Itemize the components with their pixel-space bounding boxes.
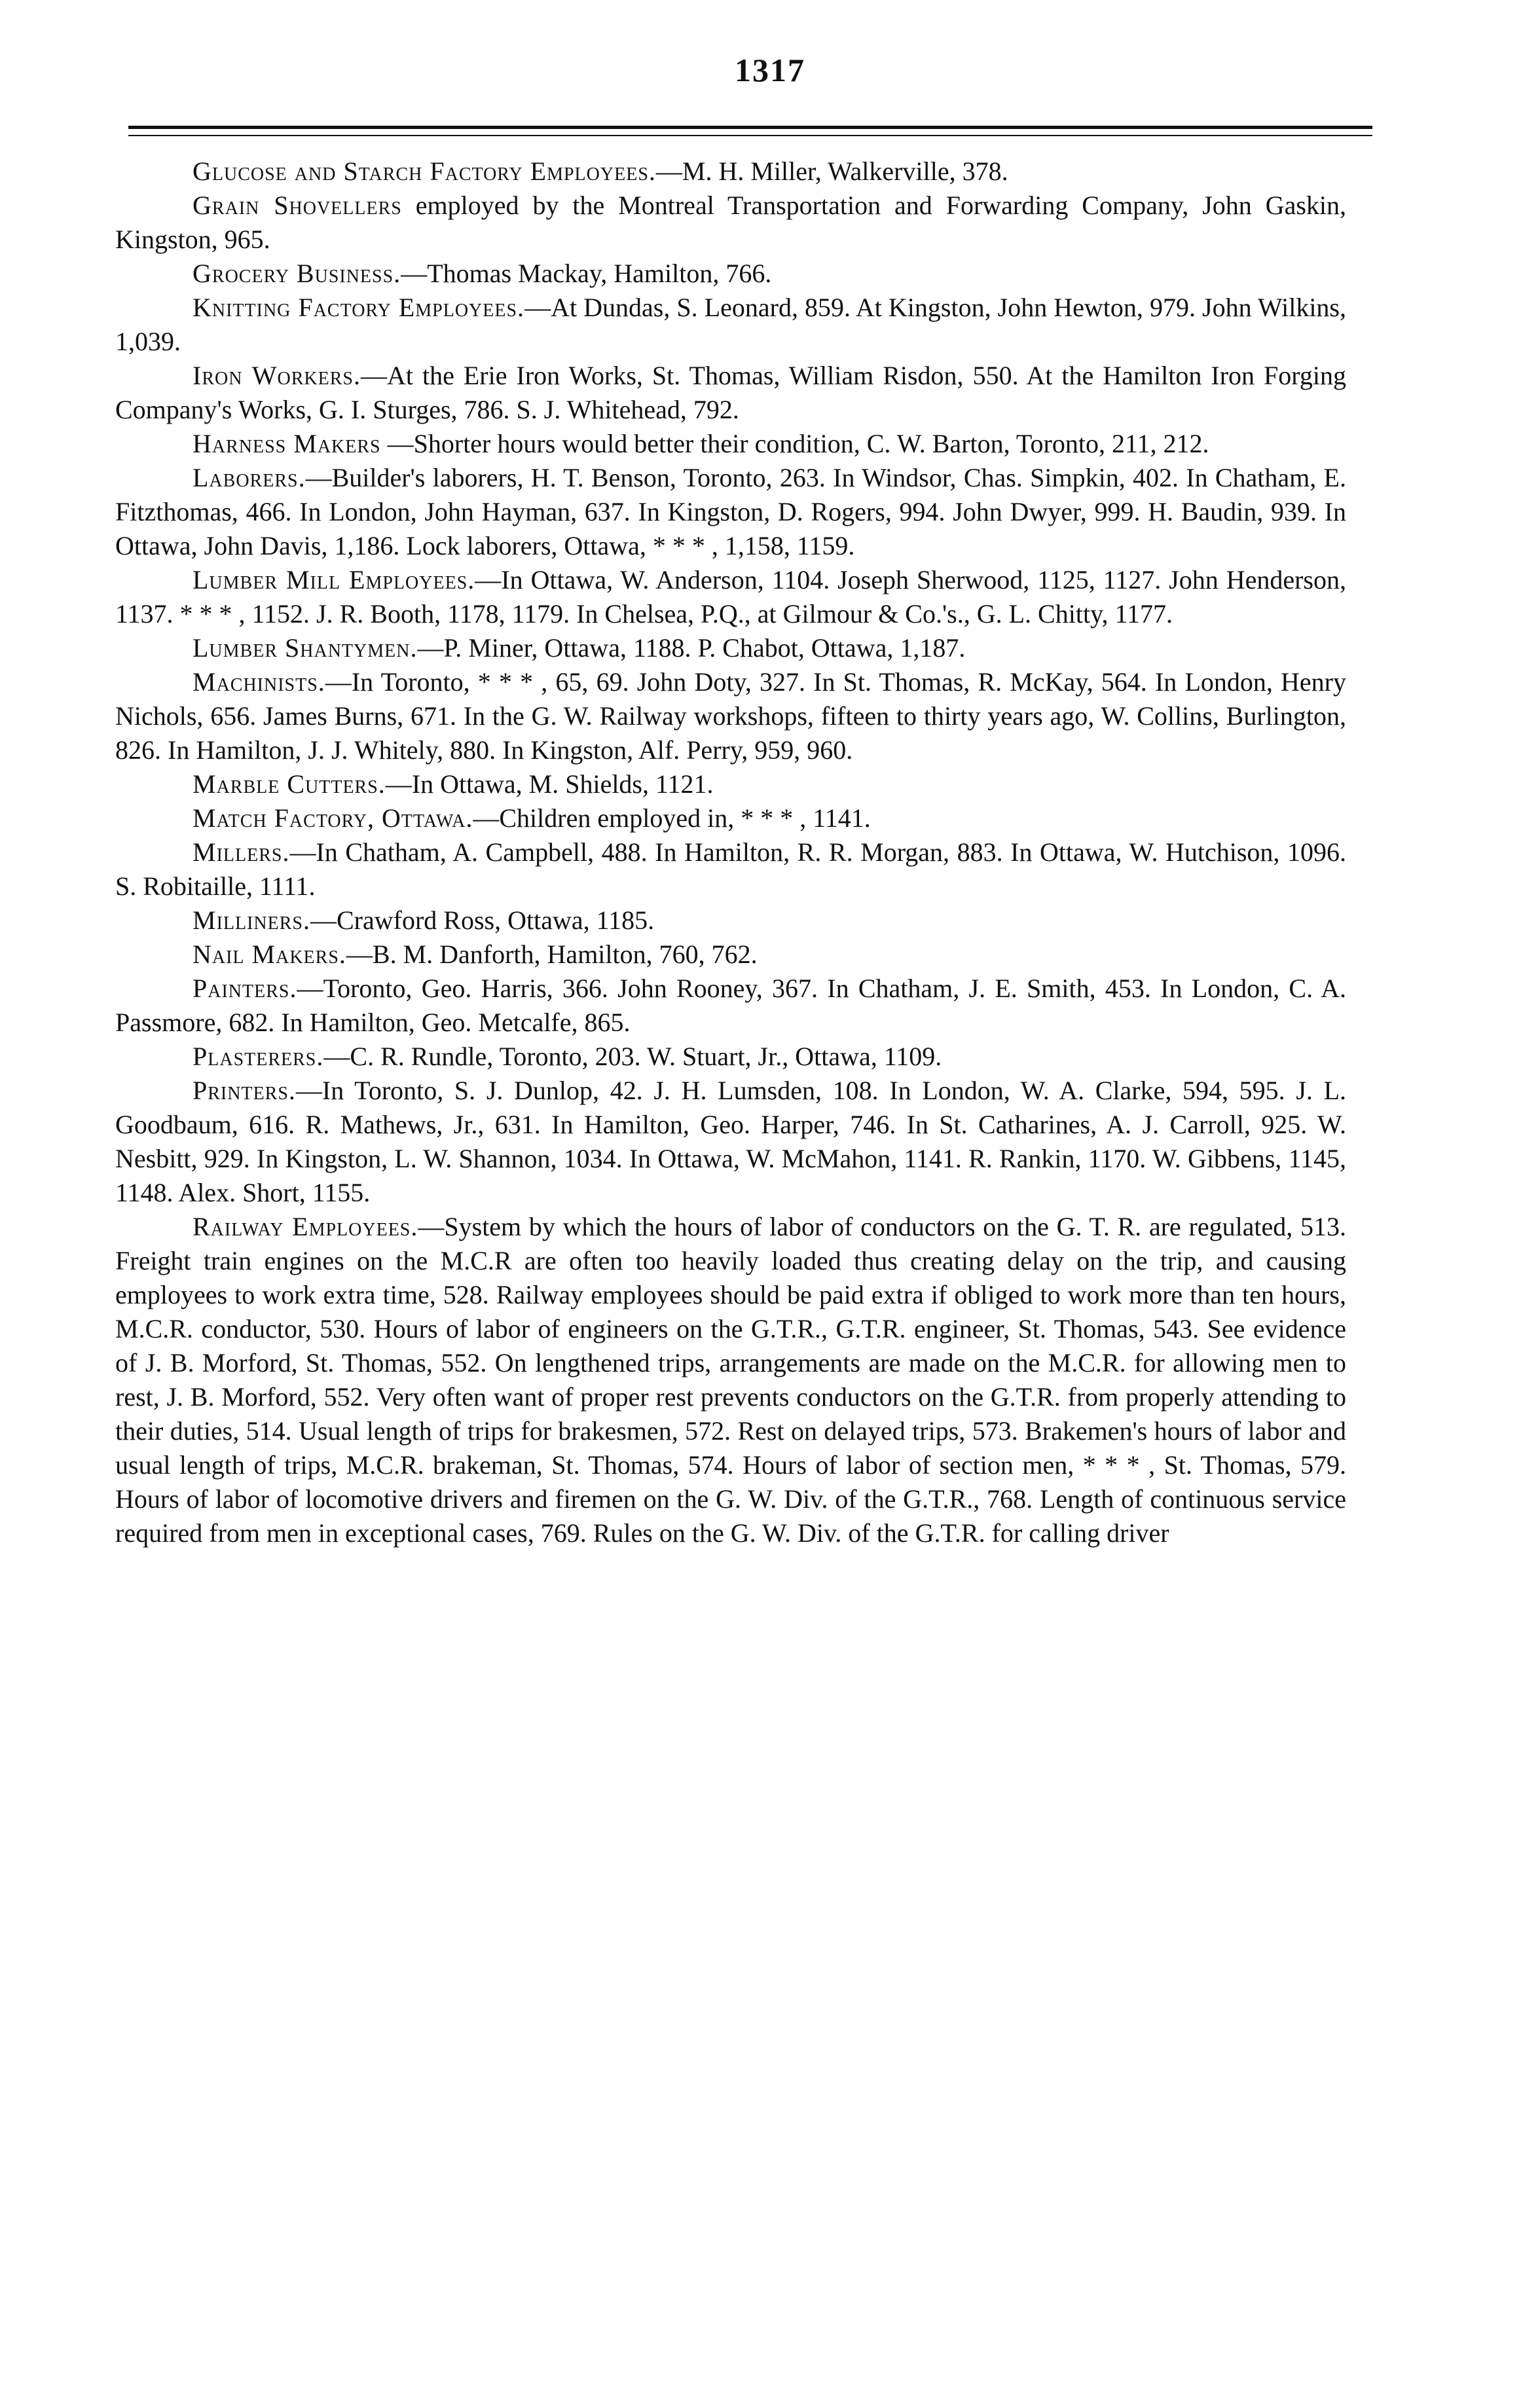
index-entry — [115, 665, 1346, 767]
index-entry — [115, 1074, 1346, 1210]
entry-text: —P. Miner, Ottawa, 1188. P. Chabot, Ottawa, 1,187. — [417, 633, 966, 663]
index-entry — [115, 938, 1346, 972]
entry-text: —In Ottawa, W. Anderson, 1104. Joseph Sherwood, 1125, 1127. John Henderson, 1137. * * * , 1152. J. R. Booth, 1178, 1179. In Chelsea, P.Q., at Gilmour & Co.'s., G. L. Chitty, 1177. — [115, 565, 1346, 629]
entry-heading: Grain Shovellers — [192, 191, 402, 220]
index-entry — [115, 1040, 1346, 1074]
entry-heading: Knitting Factory Employees. — [192, 293, 525, 322]
index-entry — [115, 767, 1346, 801]
index-entry — [115, 291, 1346, 359]
entry-text: employed by the Montreal Transportation and Forwarding Company, John Gaskin, Kingston, 965. — [115, 191, 1347, 254]
entry-text: —In Toronto, * * * , 65, 69. John Doty, 327. In St. Thomas, R. McKay, 564. In London, Henry Nichols, 656. James Burns, 671. In the G. W. Railway workshops, fifteen to thirty years ago, W. Collins, Burlington, 826. In Hamilton, J. J. Whitely, 880. In Kingston, Alf. Perry, 959, 960. — [115, 667, 1346, 765]
page-number: 1317 — [735, 52, 805, 88]
entry-text: —System by which the hours of labor of conductors on the G. T. R. are regulated, 513. Freight train engines on the M.C.R are often too heavily loaded thus creating delay on the trip, and causing employees to work extra time, 528. Railway employees should be paid extra if obliged to work more than ten hours, M.C.R. conductor, 530. Hours of labor of engineers on the G.T.R., G.T.R. engineer, St. Thomas, 543. See evidence of J. B. Morford, St. Thomas, 552. On lengthened trips, arrangements are made on the M.C.R. for allowing men to rest, J. B. Morford, 552. Very often want of proper rest prevents conductors on the G.T.R. from properly attending to their duties, 514. Usual length of trips for brakesmen, 572. Rest on delayed trips, 573. Brakemen's hours of labor and usual length of trips, M.C.R. brakeman, St. Thomas, 574. Hours of labor of section men, * * * , St. Thomas, 579. Hours of labor of locomotive drivers and firemen on the G. W. Div. of the G.T.R., 768. Length of continuous service required from men in exceptional cases, 769. Rules on the G. W. Div. of the G.T.R. for calling driver — [115, 1212, 1347, 1548]
index-entry — [115, 563, 1346, 631]
index-entry — [115, 631, 1346, 665]
entry-heading: Plasterers. — [192, 1042, 324, 1071]
entry-text: —M. H. Miller, Walkerville, 378. — [655, 156, 1008, 186]
entry-heading: Railway Employees. — [192, 1212, 418, 1241]
index-entry — [115, 1210, 1346, 1550]
index-entry — [115, 359, 1346, 427]
entry-heading: Printers. — [192, 1076, 296, 1105]
index-entries — [115, 155, 1346, 1550]
entry-text: —In Chatham, A. Campbell, 488. In Hamilton, R. R. Morgan, 883. In Ottawa, W. Hutchison, 1096. S. Robitaille, 1111. — [115, 837, 1346, 901]
entry-heading: Lumber Shantymen. — [192, 633, 418, 663]
entry-text: —At the Erie Iron Works, St. Thomas, William Risdon, 550. At the Hamilton Iron Forging Company's Works, G. I. Sturges, 786. S. J. Whitehead, 792. — [115, 361, 1347, 424]
entry-heading: Glucose and Starch Factory Employees. — [192, 156, 656, 186]
entry-heading: Laborers. — [192, 463, 306, 492]
header-rule-thick — [128, 126, 1372, 129]
entry-heading: Millers. — [192, 837, 290, 867]
entry-text: —Toronto, Geo. Harris, 366. John Rooney, 367. In Chatham, J. E. Smith, 453. In London, C. A. Passmore, 682. In Hamilton, Geo. Metcalfe, 865. — [115, 974, 1346, 1037]
entry-heading: Iron Workers. — [192, 361, 361, 390]
entry-text: —Children employed in, * * * , 1141. — [473, 803, 871, 833]
entry-text: —C. R. Rundle, Toronto, 203. W. Stuart, Jr., Ottawa, 1109. — [323, 1042, 942, 1071]
entry-heading: Grocery Business. — [192, 259, 401, 288]
index-entry — [115, 801, 1346, 835]
index-entry — [115, 972, 1346, 1040]
entry-heading: Marble Cutters. — [192, 769, 386, 799]
entry-heading: Match Factory, Ottawa. — [192, 803, 473, 833]
entry-heading: Lumber Mill Employees. — [192, 565, 475, 594]
index-entry — [115, 835, 1346, 903]
index-entry — [115, 257, 1346, 291]
entry-heading: Painters. — [192, 974, 297, 1003]
entry-text: —At Dundas, S. Leonard, 859. At Kingston, John Hewton, 979. John Wilkins, 1,039. — [115, 293, 1346, 356]
entry-text: —Builder's laborers, H. T. Benson, Toronto, 263. In Windsor, Chas. Simpkin, 402. In Chatham, E. Fitzthomas, 466. In London, John Hayman, 637. In Kingston, D. Rogers, 994. John Dwyer, 999. H. Baudin, 939. In Ottawa, John Davis, 1,186. Lock laborers, Ottawa, * * * , 1,158, 1159. — [115, 463, 1346, 560]
entry-text: —Crawford Ross, Ottawa, 1185. — [310, 905, 655, 935]
header-rule-thin — [128, 135, 1372, 136]
index-entry — [115, 155, 1346, 189]
entry-heading: Milliners. — [192, 905, 310, 935]
index-entry — [115, 189, 1346, 257]
entry-text: —In Toronto, S. J. Dunlop, 42. J. H. Lumsden, 108. In London, W. A. Clarke, 594, 595. J. L. Goodbaum, 616. R. Mathews, Jr., 631. In Hamilton, Geo. Harper, 746. In St. Catharines, A. J. Carroll, 925. W. Nesbitt, 929. In Kingston, L. W. Shannon, 1034. In Ottawa, W. McMahon, 1141. R. Rankin, 1170. W. Gibbens, 1145, 1148. Alex. Short, 1155. — [115, 1076, 1346, 1207]
entry-text: —Shorter hours would better their condition, C. W. Barton, Toronto, 211, 212. — [380, 429, 1209, 458]
entry-text: —B. M. Danforth, Hamilton, 760, 762. — [346, 940, 758, 969]
index-entry — [115, 461, 1346, 563]
entry-heading: Nail Makers. — [192, 940, 346, 969]
entry-heading: Harness Makers — [192, 429, 381, 458]
index-entry — [115, 903, 1346, 938]
entry-text: —Thomas Mackay, Hamilton, 766. — [401, 259, 772, 288]
index-entry — [115, 427, 1346, 461]
entry-heading: Machinists. — [192, 667, 325, 697]
entry-text: —In Ottawa, M. Shields, 1121. — [385, 769, 714, 799]
